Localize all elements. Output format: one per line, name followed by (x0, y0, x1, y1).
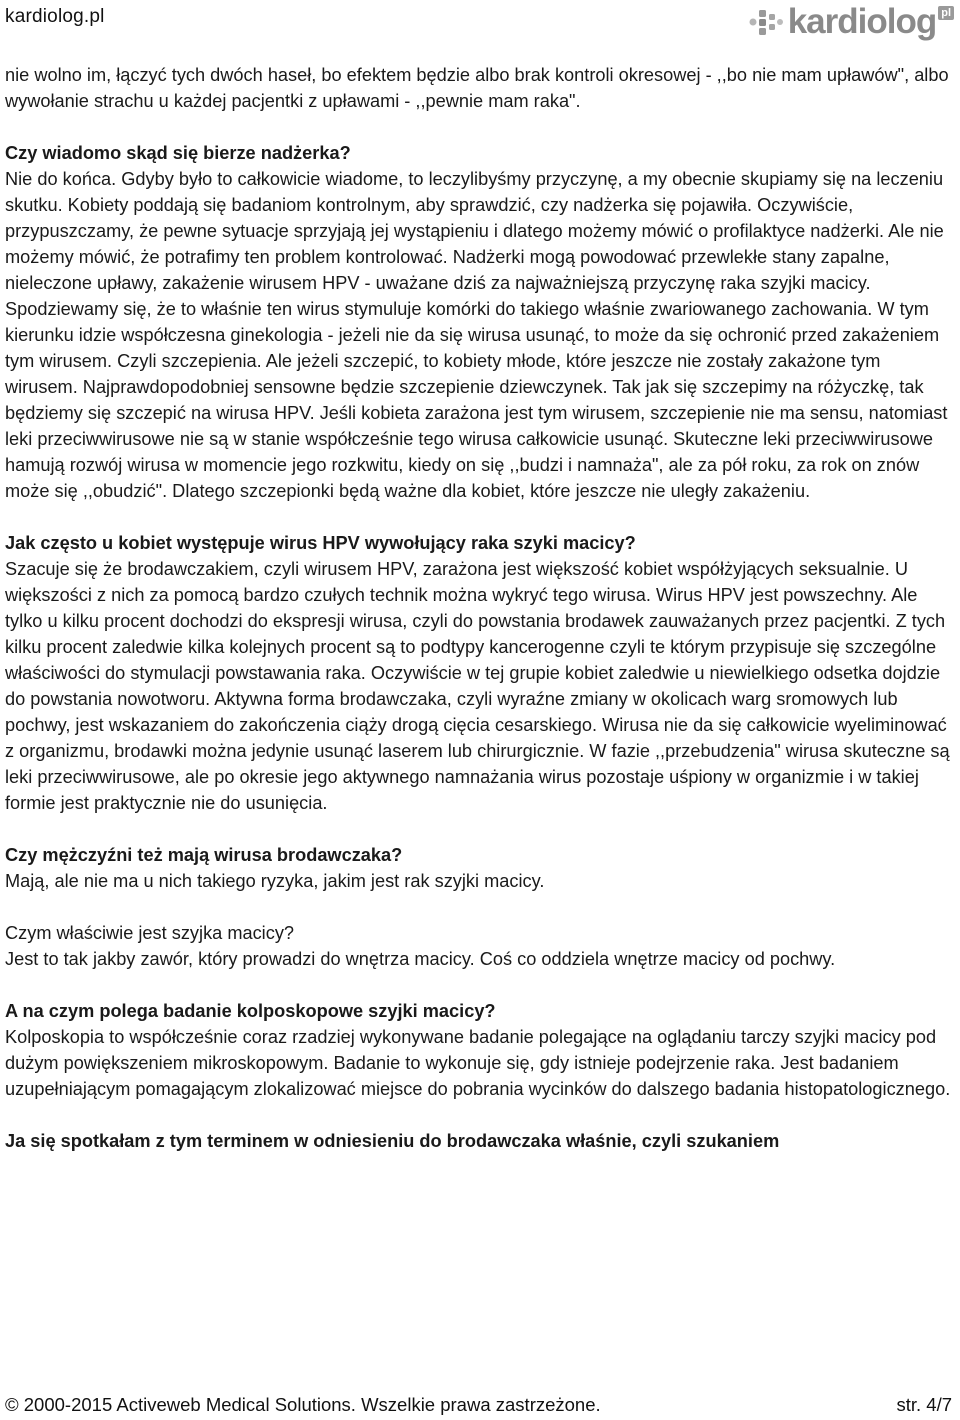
section-colposcopy (5, 998, 953, 1102)
copyright-text: © 2000-2015 Activeweb Medical Solutions. Wszelkie prawa zastrzeżone. (5, 1394, 601, 1415)
logo-text: kardiolog (787, 2, 937, 41)
section-hpv-frequency (5, 530, 953, 816)
article-body (5, 62, 953, 1154)
section-question: Jak często u kobiet występuje wirus HPV wywołujący raka szyki macicy? (5, 533, 636, 553)
section-origin (5, 140, 953, 504)
page-footer (5, 1394, 952, 1416)
paragraph-1 (5, 62, 953, 114)
section-term (5, 1128, 953, 1154)
section-cervix (5, 920, 953, 972)
page-header (0, 0, 960, 44)
kardiolog-logo[interactable] (749, 2, 954, 42)
logo-pl-badge: pl (938, 6, 954, 20)
section-answer: Kolposkopia to współcześnie coraz rzadziej wykonywane badanie polegające na oglądaniu tarczy szyjki macicy pod dużym powiększeniem mikroskopowym. Badanie to wykonuje się, gdy istnieje podejrzenie raka. Jest badaniem uzupełniającym pomagającym zlokalizować miejsce do pobrania wycinków do dalszego badania histopatologicznego. (5, 1027, 951, 1099)
section-question: Czy wiadomo skąd się bierze nadżerka? (5, 143, 351, 163)
section-answer: Mają, ale nie ma u nich takiego ryzyka, jakim jest rak szyjki macicy. (5, 871, 545, 891)
section-answer: Szacuje się że brodawczakiem, czyli wirusem HPV, zarażona jest większość kobiet współżyjących seksualnie. U większości z nich za pomocą bardzo czułych technik można wykryć tego wirusa. Wirus HPV jest powszechny. Ale tylko u kilku procent dochodzi do ekspresji wirusa, czyli do powstania brodawek zauważanych przez pacjentki. Z tych kilku procent zaledwie kilka kolejnych procent są to podtypy kancerogenne czyli te którym przypisuje się szczególne właściwości do stymulacji powstawania raka. Oczywiście w tej grupie kobiet zaledwie u niewielkiego odsetka dojdzie do powstania nowotworu. Aktywna forma brodawczaka, czyli wyraźne zmiany w okolicach warg sromowych lub pochwy, jest wskazaniem do zakończenia ciąży drogą cięcia cesarskiego. Wirusa nie da się całkowicie wyeliminować z organizmu, brodawki można jedynie usunąć laserem lub chirurgicznie. W fazie ,,przebudzenia" wirusa skuteczne są leki przeciwwirusowe, ale po okresie jego aktywnego namnażania wirus pozostaje uśpiony w organizmie i w takiej formie jest praktycznie nie do usunięcia. (5, 559, 950, 813)
section-answer: Jest to tak jakby zawór, który prowadzi do wnętrza macicy. Coś co oddziela wnętrze macicy od pochwy. (5, 949, 836, 969)
paragraph-text: nie wolno im, łączyć tych dwóch haseł, bo efektem będzie albo brak kontroli okresowej - ,,bo nie mam upławów", albo wywołanie strachu u każdej pacjentki z upławami - ,,pewnie mam raka". (5, 65, 949, 111)
site-name[interactable]: kardiolog.pl (5, 6, 105, 27)
logo-dots-icon (749, 7, 785, 37)
section-question: Ja się spotkałam z tym terminem w odniesieniu do brodawczaka właśnie, czyli szukaniem (5, 1131, 780, 1151)
section-question-plain: Czym właściwie jest szyjka macicy? (5, 923, 295, 943)
section-question: Czy mężczyźni też mają wirusa brodawczaka? (5, 845, 403, 865)
page-number: str. 4/7 (896, 1394, 952, 1415)
section-men (5, 842, 953, 894)
section-question: A na czym polega badanie kolposkopowe szyjki macicy? (5, 1001, 496, 1021)
section-answer: Nie do końca. Gdyby było to całkowicie wiadome, to leczylibyśmy przyczynę, a my obecnie skupiamy się na leczeniu skutku. Kobiety poddają się badaniom kontrolnym, aby sprawdzić, czy nadżerka się pojawiła. Oczywiście, przypuszczamy, że pewne sytuacje sprzyjają jej wystąpieniu i dlatego możemy mówić o profilaktyce nadżerki. Ale nie możemy mówić, że potrafimy ten problem kontrolować. Nadżerki mogą powodować przewlekłe stany zapalne, nieleczone upławy, zakażenie wirusem HPV - uważane dziś za najważniejszą przyczynę raka szyjki macicy. Spodziewamy się, że to właśnie ten wirus stymuluje komórki do takiego właśnie zwariowanego zachowania. W tym kierunku idzie współczesna ginekologia - jeżeli nie da się wirusa usunąć, to może da się ochronić przed zakażeniem tym wirusem. Czyli szczepienia. Ale jeżeli szczepić, to kobiety młode, które jeszcze nie zostały zakażone tym wirusem. Najprawdopodobniej sensowne będzie szczepienie dziewczynek. Tak jak się szczepimy na różyczkę, tak będziemy się szczepić na wirusa HPV. Jeśli kobieta zarażona jest tym wirusem, szczepienie nie ma sensu, natomiast leki przeciwwirusowe nie są w stanie współcześnie tego wirusa całkowicie usunąć. Skuteczne leki przeciwwirusowe hamują rozwój wirusa w momencie jego rozkwitu, kiedy on się ,,budzi i namnaża", ale za pół roku, za rok on znów może się ,,obudzić". Dlatego szczepionki będą ważne dla kobiet, które jeszcze nie uległy zakażeniu. (5, 169, 948, 501)
